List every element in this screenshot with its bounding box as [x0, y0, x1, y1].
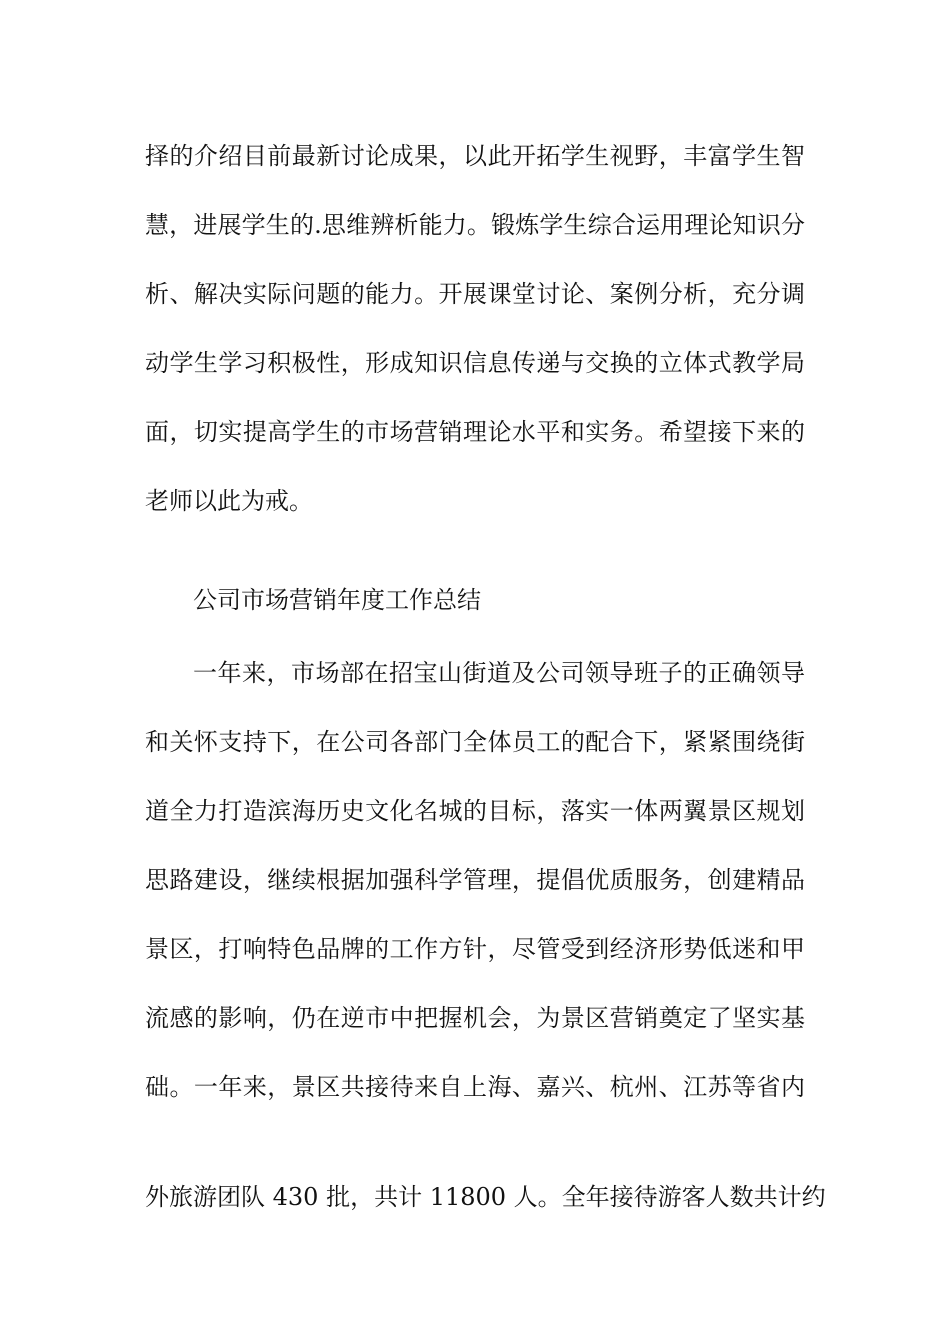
- paragraph-line: 面，切实提高学生的市场营销理论水平和实务。希望接下来的: [145, 418, 805, 446]
- paragraph-line: 动学生学习积极性，形成知识信息传递与交换的立体式教学局: [145, 349, 805, 377]
- paragraph-line: 和关怀支持下，在公司各部门全体员工的配合下，紧紧围绕街: [145, 728, 805, 756]
- paragraph-line: 思路建设，继续根据加强科学管理，提倡优质服务，创建精品: [145, 866, 805, 894]
- paragraph-line: 一年来，市场部在招宝山街道及公司领导班子的正确领导: [193, 659, 805, 687]
- section-heading: 公司市场营销年度工作总结: [193, 586, 481, 614]
- paragraph-line: 析、解决实际问题的能力。开展课堂讨论、案例分析，充分调: [145, 280, 805, 308]
- paragraph-line: 流感的影响，仍在逆市中把握机会，为景区营销奠定了坚实基: [145, 1004, 805, 1032]
- paragraph-line: 择的介绍目前最新讨论成果，以此开拓学生视野，丰富学生智: [145, 142, 805, 170]
- paragraph-line: 老师以此为戒。: [145, 487, 313, 515]
- paragraph-line: 础。一年来，景区共接待来自上海、嘉兴、杭州、江苏等省内: [145, 1073, 805, 1101]
- paragraph-line: 慧，进展学生的.思维辨析能力。锻炼学生综合运用理论知识分: [145, 211, 805, 239]
- paragraph-line: 景区，打响特色品牌的工作方针，尽管受到经济形势低迷和甲: [145, 935, 805, 963]
- paragraph-line: 道全力打造滨海历史文化名城的目标，落实一体两翼景区规划: [145, 797, 805, 825]
- paragraph-line: 外旅游团队 430 批，共计 11800 人。全年接待游客人数共计约: [145, 1183, 826, 1211]
